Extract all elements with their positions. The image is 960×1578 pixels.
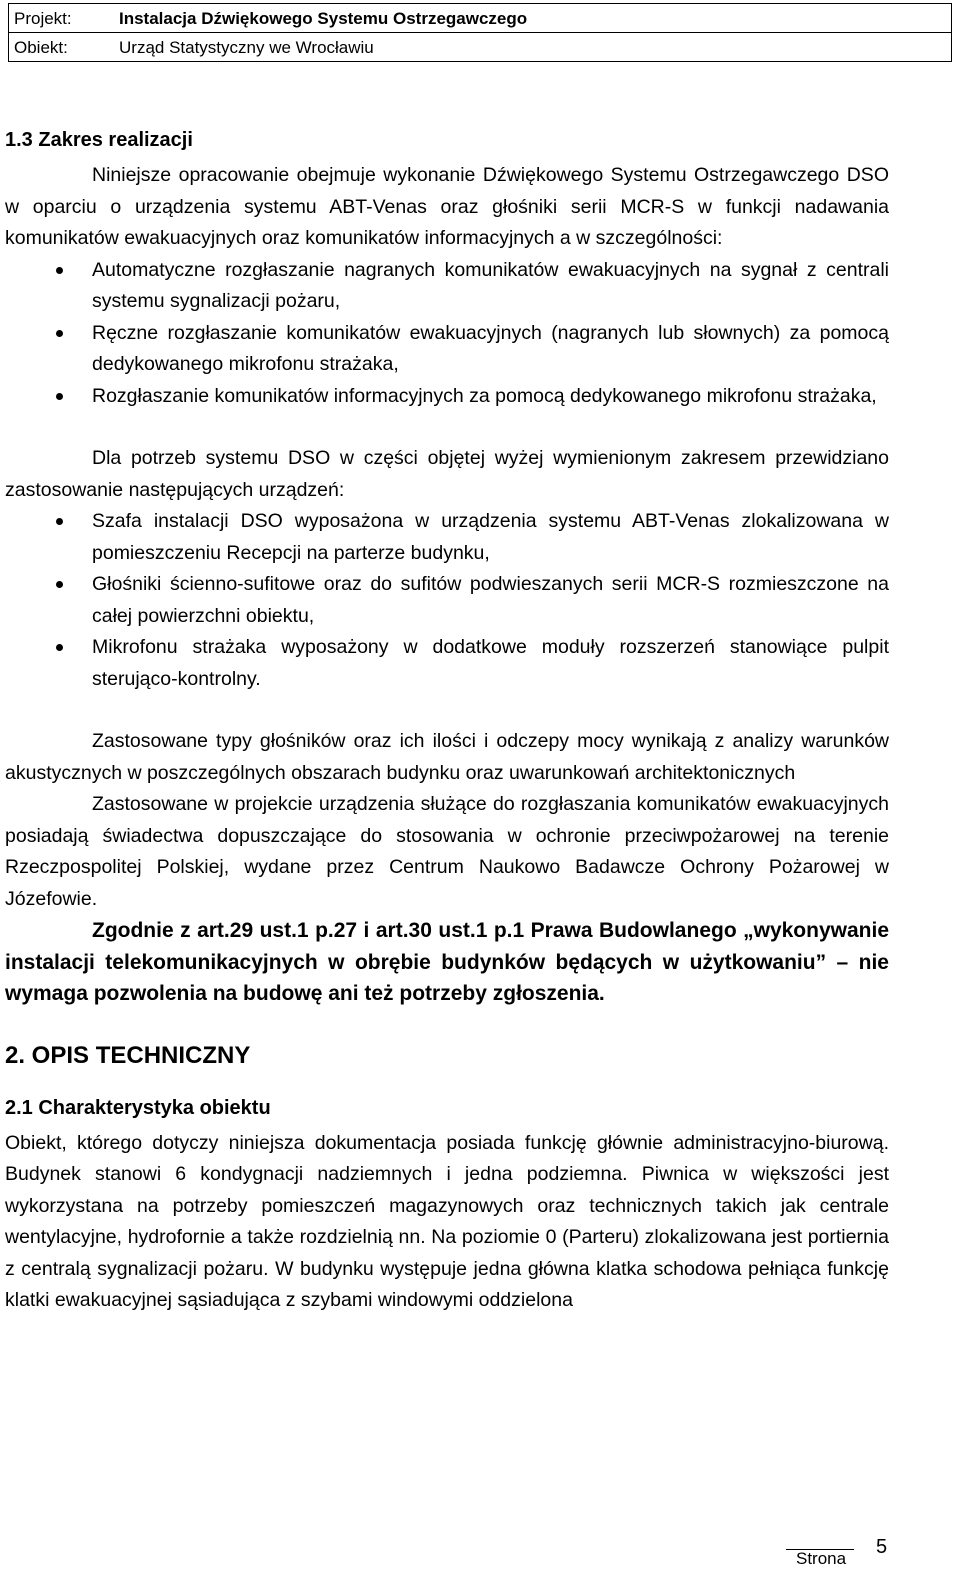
list-item: Mikrofonu strażaka wyposażony w dodatkowe moduły rozszerzeń stanowiące pulpit sterująco-kontrolny. xyxy=(5,632,889,695)
project-value: Instalacja Dźwiękowego Systemu Ostrzegawczego xyxy=(119,9,528,28)
header-project-row xyxy=(9,4,951,33)
bullet-icon xyxy=(56,518,63,525)
list-item: Głośniki ścienno-sufitowe oraz do sufitów podwieszanych serii MCR-S rozmieszczone na całej powierzchni obiektu, xyxy=(5,569,889,632)
devices-intro: Dla potrzeb systemu DSO w części objętej wyżej wymienionym zakresem przewidziano zastosowanie następujących urządzeń: xyxy=(5,447,889,501)
bullet-icon xyxy=(56,267,63,274)
list-item: Ręczne rozgłaszanie komunikatów ewakuacyjnych (nagranych lub słownych) za pomocą dedykowanego mikrofonu strażaka, xyxy=(5,318,889,381)
section-1-3-heading: 1.3 Zakres realizacji xyxy=(5,129,193,151)
devices-list xyxy=(5,506,889,695)
list-item: Automatyczne rozgłaszanie nagranych komunikatów ewakuacyjnych na sygnał z centrali systemu sygnalizacji pożaru, xyxy=(5,255,889,318)
list-item: Szafa instalacji DSO wyposażona w urządzenia systemu ABT-Venas zlokalizowana w pomieszczeniu Recepcji na parterze budynku, xyxy=(5,506,889,569)
document-header xyxy=(8,3,952,62)
bullet-icon xyxy=(56,393,63,400)
building-law-paragraph: Zgodnie z art.29 ust.1 p.27 i art.30 ust.1 p.1 Prawa Budowlanego „wykonywanie instalacji telekomunikacyjnych w obrębie budynków będących w użytkowaniu” – nie wymaga pozwolenia na budowę ani też potrzeby zgłoszenia. xyxy=(5,919,889,1005)
document-body xyxy=(5,120,889,1317)
broadcast-functions-list xyxy=(5,255,889,413)
certification-paragraph: Zastosowane w projekcie urządzenia służące do rozgłaszania komunikatów ewakuacyjnych posiadają świadectwa dopuszczające do stosowania w ochronie przeciwpożarowej na terenie Rzeczpospolitej Polskiej, wydane przez Centrum Naukowo Badawcze Ochrony Pożarowej w Józefowie. xyxy=(5,793,889,910)
project-label: Projekt: xyxy=(14,9,72,28)
speaker-types-paragraph: Zastosowane typy głośników oraz ich ilości i odczepy mocy wynikają z analizy warunków akustycznych w poszczególnych obszarach budynku oraz uwarunkowań architektonicznych xyxy=(5,730,889,784)
bullet-icon xyxy=(56,581,63,588)
page-number: 5 xyxy=(876,1536,888,1558)
bullet-icon xyxy=(56,330,63,337)
section-2-1-body: Obiekt, którego dotyczy niniejsza dokumentacja posiada funkcję głównie administracyjno-biurową. Budynek stanowi 6 kondygnacji nadziemnych i jedna podziemna. Piwnica w większości jest wykorzystana na potrzeby pomieszczeń magazynowych oraz technicznych takich jak centrale wentylacyjne, hydrofornie a także rozdzielnią nn. Na poziomie 0 (Parteru) zlokalizowana jest portiernia z centralą sygnalizacji pożaru. W budynku występuje jedna główna klatka schodowa pełniąca funkcję klatki ewakuacyjnej sąsiadująca z szybami windowymi oddzielona xyxy=(5,1131,889,1311)
page-label: Strona xyxy=(796,1549,847,1568)
object-label: Obiekt: xyxy=(14,38,68,57)
bullet-icon xyxy=(56,644,63,651)
section-1-3-intro: Niniejsze opracowanie obejmuje wykonanie Dźwiękowego Systemu Ostrzegawczego DSO w oparciu o urządzenia systemu ABT-Venas oraz głośniki serii MCR-S w funkcji nadawania komunikatów ewakuacyjnych oraz komunikatów informacyjnych a w szczególności: xyxy=(5,164,889,249)
header-object-row xyxy=(9,33,951,61)
list-item: Rozgłaszanie komunikatów informacyjnych za pomocą dedykowanego mikrofonu strażaka, xyxy=(5,381,889,413)
object-value: Urząd Statystyczny we Wrocławiu xyxy=(119,38,374,57)
section-2-heading: 2. OPIS TECHNICZNY xyxy=(5,1041,251,1069)
section-2-1-heading: 2.1 Charakterystyka obiektu xyxy=(5,1096,271,1119)
